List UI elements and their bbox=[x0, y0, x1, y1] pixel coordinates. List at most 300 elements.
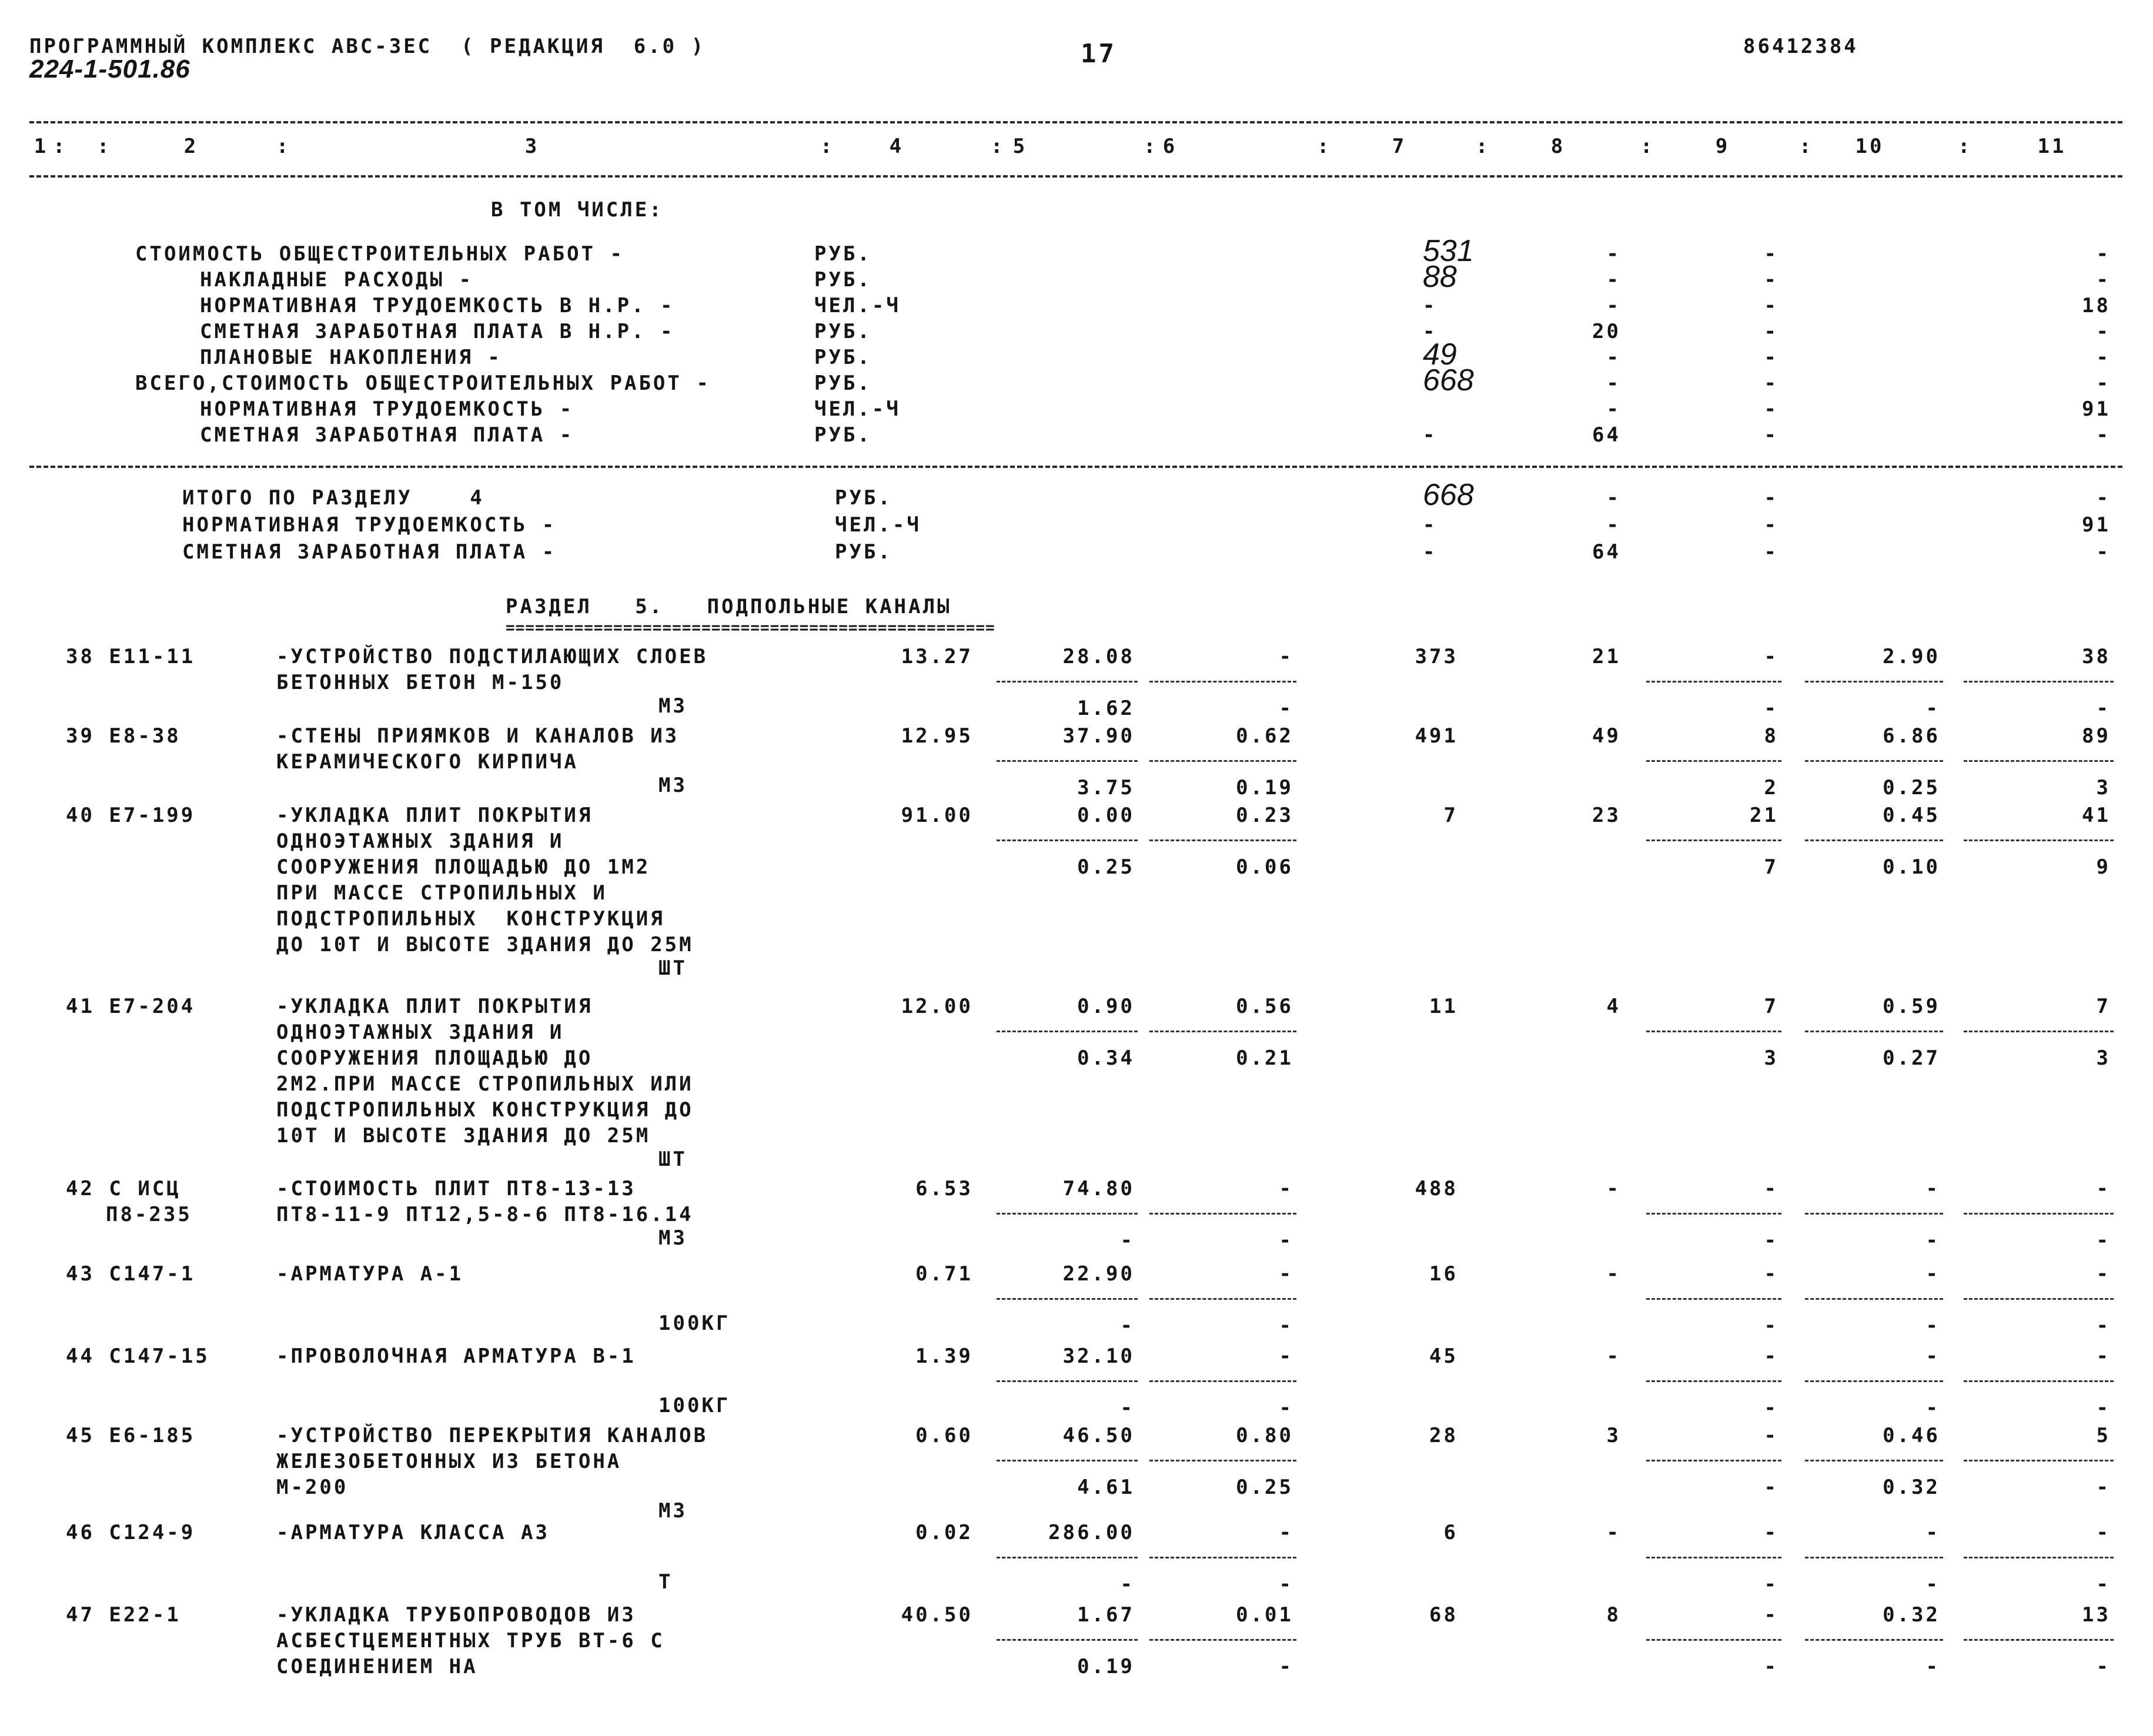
item-unit: 100КГ bbox=[658, 1312, 731, 1335]
item-c11: 41 bbox=[2082, 804, 2111, 827]
summary-c8: - bbox=[1606, 268, 1621, 292]
summary-c9: - bbox=[1764, 268, 1778, 292]
column-number: 1 bbox=[34, 135, 49, 158]
cell-separator bbox=[1646, 1031, 1781, 1032]
item-c11-lower: 3 bbox=[2096, 1046, 2111, 1070]
cell-separator bbox=[1805, 1639, 1943, 1641]
cell-separator bbox=[1964, 760, 2114, 762]
cell-separator bbox=[1149, 681, 1296, 683]
summary-c9: - bbox=[1764, 372, 1778, 395]
item-c5: 0.00 bbox=[1077, 804, 1135, 827]
item-c10-lower: - bbox=[1925, 1229, 1940, 1252]
item-c11: - bbox=[2096, 1262, 2111, 1286]
item-c11: 13 bbox=[2082, 1603, 2111, 1627]
cell-separator bbox=[997, 1031, 1138, 1032]
cell-separator bbox=[1646, 1557, 1781, 1558]
item-c6: 0.56 bbox=[1236, 995, 1293, 1018]
cell-separator bbox=[1805, 839, 1943, 841]
item-c6-lower: 0.19 bbox=[1236, 776, 1293, 800]
cell-separator bbox=[1805, 760, 1943, 762]
item-c9-lower: 7 bbox=[1764, 855, 1778, 879]
item-c10-lower: 0.25 bbox=[1883, 776, 1940, 800]
item-c9-lower: 2 bbox=[1764, 776, 1778, 800]
cell-separator bbox=[1149, 1460, 1296, 1461]
cell-separator bbox=[1964, 1380, 2114, 1382]
summary-c11: - bbox=[2096, 346, 2111, 369]
item-c5: 0.90 bbox=[1077, 995, 1135, 1018]
item-c5-lower: 0.25 bbox=[1077, 855, 1135, 879]
item-c9: - bbox=[1764, 1603, 1778, 1627]
summary-c8: - bbox=[1606, 346, 1621, 369]
item-c6-lower: - bbox=[1279, 697, 1293, 720]
item-c9-lower: - bbox=[1764, 1655, 1778, 1678]
item-c4: 91.00 bbox=[901, 804, 973, 827]
totals-c7: - bbox=[1423, 513, 1437, 537]
summary-c11: - bbox=[2096, 372, 2111, 395]
totals-label: СМЕТНАЯ ЗАРАБОТНАЯ ПЛАТА - bbox=[182, 540, 557, 564]
summary-label: ВСЕГО,СТОИМОСТЬ ОБЩЕСТРОИТЕЛЬНЫХ РАБОТ - bbox=[135, 372, 711, 395]
item-description: -АРМАТУРА КЛАССА А3 bbox=[276, 1521, 550, 1544]
summary-c11: 18 bbox=[2082, 294, 2111, 317]
rule-under-colnums bbox=[29, 175, 2122, 178]
item-c9: 7 bbox=[1764, 995, 1778, 1018]
item-description: ПРИ МАССЕ СТРОПИЛЬНЫХ И bbox=[276, 881, 607, 905]
item-c10: - bbox=[1925, 1344, 1940, 1368]
item-c8: 8 bbox=[1606, 1603, 1621, 1627]
item-code: 43 С147-1 bbox=[66, 1262, 196, 1286]
item-code: 47 Е22-1 bbox=[66, 1603, 181, 1627]
cell-separator bbox=[1805, 1557, 1943, 1558]
item-c6: 0.80 bbox=[1236, 1424, 1293, 1447]
item-description: ПОДСТРОПИЛЬНЫХ КОНСТРУКЦИЯ ДО bbox=[276, 1098, 694, 1122]
item-c11: - bbox=[2096, 1521, 2111, 1544]
column-number: 9 bbox=[1715, 135, 1730, 158]
item-c9-lower: - bbox=[1764, 1229, 1778, 1252]
summary-unit: РУБ. bbox=[814, 320, 872, 343]
item-c9-lower: - bbox=[1764, 1314, 1778, 1337]
cell-separator bbox=[1149, 1380, 1296, 1382]
item-code: 46 С124-9 bbox=[66, 1521, 196, 1544]
summary-unit: РУБ. bbox=[814, 242, 872, 266]
item-c6-lower: 0.21 bbox=[1236, 1046, 1293, 1070]
item-c8: - bbox=[1606, 1177, 1621, 1200]
totals-unit: ЧЕЛ.-Ч bbox=[835, 513, 921, 537]
item-code2: П8-235 bbox=[106, 1203, 192, 1226]
item-c5-lower: 3.75 bbox=[1077, 776, 1135, 800]
program-title: ПРОГРАММНЫЙ КОМПЛЕКС АВС-ЗЕС ( РЕДАКЦИЯ 6.0 ) bbox=[29, 35, 706, 58]
item-c5-lower: 0.34 bbox=[1077, 1046, 1135, 1070]
summary-unit: РУБ. bbox=[814, 423, 872, 447]
item-c5-lower: - bbox=[1120, 1314, 1135, 1337]
cell-separator bbox=[1149, 1213, 1296, 1215]
summary-unit: ЧЕЛ.-Ч bbox=[814, 397, 901, 421]
item-c7: 11 bbox=[1429, 995, 1458, 1018]
item-unit: Т bbox=[658, 1570, 673, 1594]
item-c8: - bbox=[1606, 1262, 1621, 1286]
page-number: 17 bbox=[1081, 39, 1116, 69]
cell-separator bbox=[997, 760, 1138, 762]
summary-c8: - bbox=[1606, 372, 1621, 395]
item-c11-lower: - bbox=[2096, 1573, 2111, 1596]
cell-separator bbox=[997, 1557, 1138, 1558]
item-c10-lower: - bbox=[1925, 1396, 1940, 1420]
item-c9: - bbox=[1764, 1262, 1778, 1286]
item-description: 10Т И ВЫСОТЕ ЗДАНИЯ ДО 25М bbox=[276, 1124, 651, 1148]
column-divider: : bbox=[1476, 135, 1490, 158]
item-c10: 6.86 bbox=[1883, 724, 1940, 748]
item-c6: - bbox=[1279, 1262, 1293, 1286]
summary-label: СМЕТНАЯ ЗАРАБОТНАЯ ПЛАТА В Н.Р. - bbox=[200, 320, 675, 343]
summary-label: НОРМАТИВНАЯ ТРУДОЕМКОСТЬ - bbox=[200, 397, 574, 421]
item-c11: 5 bbox=[2096, 1424, 2111, 1447]
summary-label: НОРМАТИВНАЯ ТРУДОЕМКОСТЬ В Н.Р. - bbox=[200, 294, 675, 317]
doc-number: 86412384 bbox=[1743, 35, 1858, 58]
summary-c11: - bbox=[2096, 242, 2111, 266]
column-number: 10 bbox=[1855, 135, 1884, 158]
item-c7: 7 bbox=[1443, 804, 1458, 827]
totals-c8: - bbox=[1606, 513, 1621, 537]
item-c11-lower: - bbox=[2096, 1314, 2111, 1337]
item-c9: 8 bbox=[1764, 724, 1778, 748]
item-c4: 12.00 bbox=[901, 995, 973, 1018]
item-c10-lower: - bbox=[1925, 697, 1940, 720]
item-description: -СТЕНЫ ПРИЯМКОВ И КАНАЛОВ ИЗ bbox=[276, 724, 680, 748]
item-c5: 1.67 bbox=[1077, 1603, 1135, 1627]
item-c8: 21 bbox=[1592, 645, 1621, 668]
item-c9-lower: - bbox=[1764, 1396, 1778, 1420]
summary-c9: - bbox=[1764, 242, 1778, 266]
totals-c9: - bbox=[1764, 513, 1778, 537]
item-c6-lower: - bbox=[1279, 1314, 1293, 1337]
item-description: СОЕДИНЕНИЕМ НА bbox=[276, 1655, 478, 1678]
item-c9: - bbox=[1764, 1344, 1778, 1368]
cell-separator bbox=[1646, 1639, 1781, 1641]
item-c6: 0.01 bbox=[1236, 1603, 1293, 1627]
cell-separator bbox=[1964, 1031, 2114, 1032]
item-c6: - bbox=[1279, 1521, 1293, 1544]
item-description: 2М2.ПРИ МАССЕ СТРОПИЛЬНЫХ ИЛИ bbox=[276, 1072, 694, 1096]
item-description: АСБЕСТЦЕМЕНТНЫХ ТРУБ ВТ-6 С bbox=[276, 1629, 665, 1653]
column-divider: : bbox=[1958, 135, 1973, 158]
item-c11-lower: - bbox=[2096, 1229, 2111, 1252]
item-c7: 28 bbox=[1429, 1424, 1458, 1447]
section-intro: В ТОМ ЧИСЛЕ: bbox=[491, 198, 664, 222]
item-description: ПТ8-11-9 ПТ12,5-8-6 ПТ8-16.14 bbox=[276, 1203, 694, 1226]
item-c11-lower: - bbox=[2096, 1476, 2111, 1499]
item-unit: 100КГ bbox=[658, 1394, 731, 1417]
summary-c9: - bbox=[1764, 346, 1778, 369]
cell-separator bbox=[1149, 1557, 1296, 1558]
rule-top bbox=[29, 121, 2122, 123]
item-c9-lower: 3 bbox=[1764, 1046, 1778, 1070]
cell-separator bbox=[1805, 1460, 1943, 1461]
column-divider: : bbox=[276, 135, 291, 158]
item-unit: ШТ bbox=[658, 1148, 687, 1171]
item-c8: 49 bbox=[1592, 724, 1621, 748]
cell-separator bbox=[1964, 1460, 2114, 1461]
cell-separator bbox=[1646, 839, 1781, 841]
item-c5: 74.80 bbox=[1062, 1177, 1135, 1200]
column-divider: : bbox=[1317, 135, 1332, 158]
item-c5-lower: 1.62 bbox=[1077, 697, 1135, 720]
item-c7: 6 bbox=[1443, 1521, 1458, 1544]
summary-unit: РУБ. bbox=[814, 372, 872, 395]
item-c8: 23 bbox=[1592, 804, 1621, 827]
summary-c9: - bbox=[1764, 320, 1778, 343]
item-c4: 40.50 bbox=[901, 1603, 973, 1627]
item-code: 45 Е6-185 bbox=[66, 1424, 196, 1447]
item-c4: 0.60 bbox=[915, 1424, 973, 1447]
item-c10-lower: - bbox=[1925, 1655, 1940, 1678]
summary-unit: РУБ. bbox=[814, 268, 872, 292]
summary-c11: - bbox=[2096, 423, 2111, 447]
cell-separator bbox=[1805, 1298, 1943, 1300]
item-c6-lower: - bbox=[1279, 1573, 1293, 1596]
cell-separator bbox=[997, 1460, 1138, 1461]
item-c4: 1.39 bbox=[915, 1344, 973, 1368]
item-c10-lower: - bbox=[1925, 1314, 1940, 1337]
item-c9-lower: - bbox=[1764, 1573, 1778, 1596]
column-number: 11 bbox=[2037, 135, 2067, 158]
column-number: 5 bbox=[1012, 135, 1028, 158]
column-number: 8 bbox=[1550, 135, 1566, 158]
cell-separator bbox=[1149, 1298, 1296, 1300]
item-c11-lower: 9 bbox=[2096, 855, 2111, 879]
item-code: 44 С147-15 bbox=[66, 1344, 210, 1368]
cell-separator bbox=[1805, 1031, 1943, 1032]
totals-c8: - bbox=[1606, 486, 1621, 510]
cell-separator bbox=[1964, 1213, 2114, 1215]
item-description: -УКЛАДКА ПЛИТ ПОКРЫТИЯ bbox=[276, 995, 593, 1018]
column-divider: : bbox=[991, 135, 1005, 158]
cell-separator bbox=[1149, 760, 1296, 762]
totals-c11: - bbox=[2096, 540, 2111, 564]
item-c5-lower: - bbox=[1120, 1229, 1135, 1252]
section-underline: ================================================== bbox=[506, 619, 995, 637]
column-divider: : bbox=[1799, 135, 1814, 158]
item-c10: - bbox=[1925, 1521, 1940, 1544]
item-c6-lower: - bbox=[1279, 1396, 1293, 1420]
item-description: ДО 10Т И ВЫСОТЕ ЗДАНИЯ ДО 25М bbox=[276, 933, 694, 956]
item-description: СООРУЖЕНИЯ ПЛОЩАДЬЮ ДО 1М2 bbox=[276, 855, 651, 879]
item-description: -АРМАТУРА А-1 bbox=[276, 1262, 464, 1286]
cell-separator bbox=[997, 1213, 1138, 1215]
cell-separator bbox=[1646, 1460, 1781, 1461]
project-code: 224-1-501.86 bbox=[29, 55, 190, 83]
summary-c11: 91 bbox=[2082, 397, 2111, 421]
summary-c8: 20 bbox=[1592, 320, 1621, 343]
item-c5-lower: - bbox=[1120, 1573, 1135, 1596]
item-c5-lower: - bbox=[1120, 1396, 1135, 1420]
summary-label: СМЕТНАЯ ЗАРАБОТНАЯ ПЛАТА - bbox=[200, 423, 574, 447]
item-description: -УКЛАДКА ПЛИТ ПОКРЫТИЯ bbox=[276, 804, 593, 827]
totals-unit: РУБ. bbox=[835, 486, 892, 510]
item-code: 41 Е7-204 bbox=[66, 995, 196, 1018]
item-description: БЕТОННЫХ БЕТОН М-150 bbox=[276, 671, 564, 694]
item-description: -ПРОВОЛОЧНАЯ АРМАТУРА В-1 bbox=[276, 1344, 636, 1368]
item-c6-lower: 0.06 bbox=[1236, 855, 1293, 879]
item-unit: М3 bbox=[658, 774, 687, 797]
totals-c9: - bbox=[1764, 486, 1778, 510]
column-divider: : bbox=[97, 135, 112, 158]
summary-c8: - bbox=[1606, 294, 1621, 317]
item-unit: М3 bbox=[658, 1499, 687, 1523]
cell-separator bbox=[997, 839, 1138, 841]
item-c10-lower: 0.27 bbox=[1883, 1046, 1940, 1070]
item-c7: 45 bbox=[1429, 1344, 1458, 1368]
totals-label: НОРМАТИВНАЯ ТРУДОЕМКОСТЬ - bbox=[182, 513, 557, 537]
item-c4: 12.95 bbox=[901, 724, 973, 748]
item-unit: М3 bbox=[658, 694, 687, 718]
item-c11: 38 bbox=[2082, 645, 2111, 668]
cell-separator bbox=[997, 1380, 1138, 1382]
item-c10-lower: 0.10 bbox=[1883, 855, 1940, 879]
item-c8: 3 bbox=[1606, 1424, 1621, 1447]
item-c10: - bbox=[1925, 1177, 1940, 1200]
item-c10: 0.46 bbox=[1883, 1424, 1940, 1447]
item-c11: 89 bbox=[2082, 724, 2111, 748]
totals-c7: 668 bbox=[1423, 478, 1474, 512]
column-number: 3 bbox=[524, 135, 540, 158]
item-c9: 21 bbox=[1750, 804, 1778, 827]
column-divider: : bbox=[53, 135, 68, 158]
summary-unit: РУБ. bbox=[814, 346, 872, 369]
item-c7: 373 bbox=[1415, 645, 1458, 668]
item-c9-lower: - bbox=[1764, 1476, 1778, 1499]
item-description: М-200 bbox=[276, 1476, 349, 1499]
item-c4: 0.02 bbox=[915, 1521, 973, 1544]
cell-separator bbox=[1646, 760, 1781, 762]
column-divider: : bbox=[820, 135, 835, 158]
column-divider: : bbox=[1144, 135, 1158, 158]
item-code: 38 Е11-11 bbox=[66, 645, 196, 668]
summary-c7: - bbox=[1423, 320, 1437, 343]
item-c9: - bbox=[1764, 1424, 1778, 1447]
totals-c7: - bbox=[1423, 540, 1437, 564]
item-c4: 6.53 bbox=[915, 1177, 973, 1200]
item-description: -УСТРОЙСТВО ПОДСТИЛАЮЩИХ СЛОЕВ bbox=[276, 645, 708, 668]
item-c9: - bbox=[1764, 645, 1778, 668]
summary-c9: - bbox=[1764, 294, 1778, 317]
item-c11: - bbox=[2096, 1177, 2111, 1200]
item-c10: 0.45 bbox=[1883, 804, 1940, 827]
totals-c11: 91 bbox=[2082, 513, 2111, 537]
summary-c7: 668 bbox=[1423, 363, 1474, 397]
item-c5: 28.08 bbox=[1062, 645, 1135, 668]
item-unit: ШТ bbox=[658, 956, 687, 980]
item-c11-lower: - bbox=[2096, 1396, 2111, 1420]
item-c9: - bbox=[1764, 1177, 1778, 1200]
item-c5: 22.90 bbox=[1062, 1262, 1135, 1286]
item-c5: 32.10 bbox=[1062, 1344, 1135, 1368]
totals-c8: 64 bbox=[1592, 540, 1621, 564]
totals-c9: - bbox=[1764, 540, 1778, 564]
item-c9-lower: - bbox=[1764, 697, 1778, 720]
cell-separator bbox=[997, 681, 1138, 683]
item-description: КЕРАМИЧЕСКОГО КИРПИЧА bbox=[276, 750, 579, 774]
item-c7: 68 bbox=[1429, 1603, 1458, 1627]
item-c10: 0.59 bbox=[1883, 995, 1940, 1018]
item-c11-lower: - bbox=[2096, 697, 2111, 720]
cell-separator bbox=[1805, 681, 1943, 683]
item-c8: - bbox=[1606, 1521, 1621, 1544]
item-c11: 7 bbox=[2096, 995, 2111, 1018]
item-description: ЖЕЛЕЗОБЕТОННЫХ ИЗ БЕТОНА bbox=[276, 1450, 622, 1473]
item-c11-lower: 3 bbox=[2096, 776, 2111, 800]
item-unit: М3 bbox=[658, 1226, 687, 1250]
summary-c8: - bbox=[1606, 242, 1621, 266]
item-c6-lower: 0.25 bbox=[1236, 1476, 1293, 1499]
item-code: 39 Е8-38 bbox=[66, 724, 181, 748]
item-c4: 0.71 bbox=[915, 1262, 973, 1286]
summary-c7: 49 bbox=[1423, 337, 1457, 372]
item-c10-lower: 0.32 bbox=[1883, 1476, 1940, 1499]
cell-separator bbox=[997, 1639, 1138, 1641]
item-c6: - bbox=[1279, 645, 1293, 668]
rule-summary bbox=[29, 466, 2122, 468]
summary-c8: - bbox=[1606, 397, 1621, 421]
summary-c11: - bbox=[2096, 268, 2111, 292]
item-c6: 0.62 bbox=[1236, 724, 1293, 748]
cell-separator bbox=[1964, 839, 2114, 841]
cell-separator bbox=[1149, 1031, 1296, 1032]
cell-separator bbox=[1964, 1557, 2114, 1558]
item-c10: - bbox=[1925, 1262, 1940, 1286]
cell-separator bbox=[1964, 681, 2114, 683]
item-c9: - bbox=[1764, 1521, 1778, 1544]
item-c10: 0.32 bbox=[1883, 1603, 1940, 1627]
item-c6-lower: - bbox=[1279, 1655, 1293, 1678]
item-c7: 491 bbox=[1415, 724, 1458, 748]
cell-separator bbox=[1149, 839, 1296, 841]
item-description: ОДНОЭТАЖНЫХ ЗДАНИЯ И bbox=[276, 829, 564, 853]
cell-separator bbox=[1964, 1298, 2114, 1300]
item-c8: - bbox=[1606, 1344, 1621, 1368]
summary-c7: - bbox=[1423, 294, 1437, 317]
totals-c11: - bbox=[2096, 486, 2111, 510]
item-description: -СТОИМОСТЬ ПЛИТ ПТ8-13-13 bbox=[276, 1177, 636, 1200]
item-c11: - bbox=[2096, 1344, 2111, 1368]
summary-c8: 64 bbox=[1592, 423, 1621, 447]
summary-c7: 88 bbox=[1423, 260, 1457, 294]
column-number: 2 bbox=[183, 135, 199, 158]
item-code: 40 Е7-199 bbox=[66, 804, 196, 827]
item-c5: 46.50 bbox=[1062, 1424, 1135, 1447]
item-c5: 37.90 bbox=[1062, 724, 1135, 748]
cell-separator bbox=[1646, 681, 1781, 683]
item-c7: 488 bbox=[1415, 1177, 1458, 1200]
summary-c9: - bbox=[1764, 423, 1778, 447]
item-c10: 2.90 bbox=[1883, 645, 1940, 668]
cell-separator bbox=[1646, 1380, 1781, 1382]
item-c4: 13.27 bbox=[901, 645, 973, 668]
column-divider: : bbox=[1640, 135, 1655, 158]
column-number: 7 bbox=[1392, 135, 1407, 158]
column-number: 6 bbox=[1162, 135, 1178, 158]
totals-unit: РУБ. bbox=[835, 540, 892, 564]
item-c5: 286.00 bbox=[1048, 1521, 1135, 1544]
summary-c7: - bbox=[1423, 423, 1437, 447]
item-c6: 0.23 bbox=[1236, 804, 1293, 827]
item-c5-lower: 0.19 bbox=[1077, 1655, 1135, 1678]
cell-separator bbox=[1149, 1639, 1296, 1641]
item-code: 42 С ИСЦ bbox=[66, 1177, 181, 1200]
item-c6: - bbox=[1279, 1177, 1293, 1200]
summary-label: НАКЛАДНЫЕ РАСХОДЫ - bbox=[200, 268, 473, 292]
item-description: ОДНОЭТАЖНЫХ ЗДАНИЯ И bbox=[276, 1021, 564, 1044]
summary-label: СТОИМОСТЬ ОБЩЕСТРОИТЕЛЬНЫХ РАБОТ - bbox=[135, 242, 624, 266]
cell-separator bbox=[1646, 1213, 1781, 1215]
